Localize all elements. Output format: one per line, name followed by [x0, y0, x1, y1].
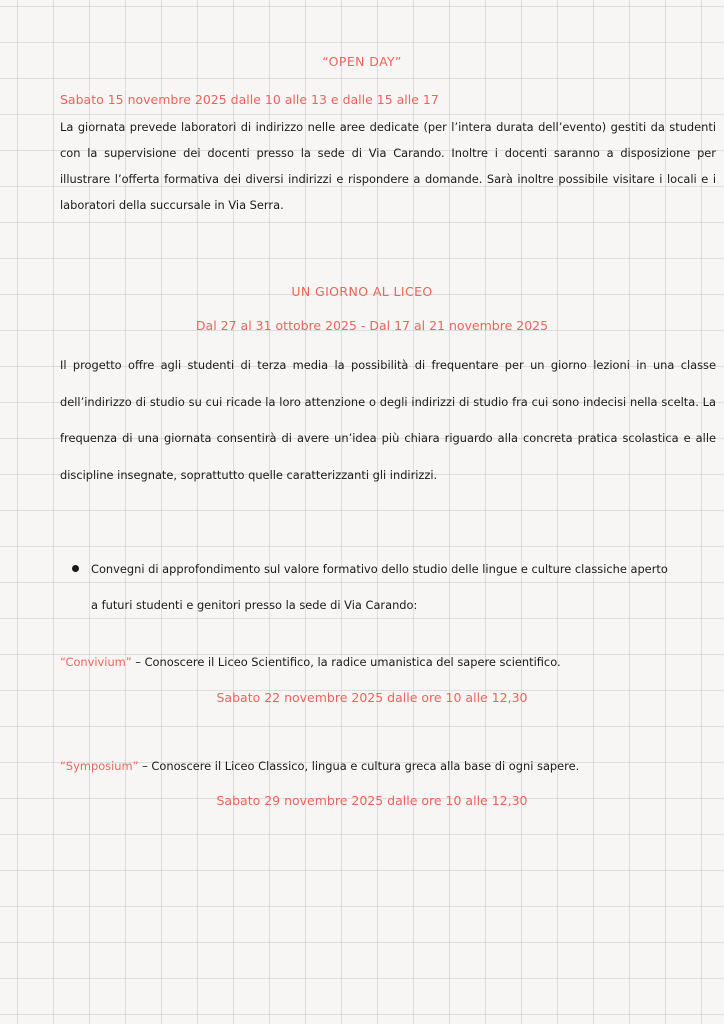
symposium-description: – Conoscere il Liceo Classico, lingua e cultura greca alla base di ogni sapere.	[138, 759, 580, 773]
convivium-name: “Convivium”	[60, 655, 132, 669]
giorno-liceo-paragraph: Il progetto offre agli studenti di terza media la possibilità di frequentare per un giorno lezioni in una classe dell’indirizzo di studio su cui ricade la loro attenzione o degli indirizzi di studio fra cui sono indecisi nella scelta. La frequenza di una giornata consentirà di avere un’idea più chiara riguardo alla concreta pratica scolastica e alle discipline insegnate, soprattutto quelle caratterizzanti gli indirizzi.	[60, 358, 716, 482]
open-day-title: “OPEN DAY”	[322, 54, 402, 69]
open-day-date: Sabato 15 novembre 2025 dalle 10 alle 13 e dalle 15 alle 17	[60, 92, 439, 107]
convegni-text: Convegni di approfondimento sul valore formativo dello studio delle lingue e culture classiche aperto a futuri studenti e genitori presso la sede di Via Carando:	[91, 562, 668, 612]
symposium-name: “Symposium”	[60, 759, 139, 773]
symposium-line	[60, 759, 720, 773]
convivium-line	[60, 655, 720, 669]
bullet-dot-icon	[72, 565, 79, 572]
open-day-paragraph: La giornata prevede laboratori di indirizzo nelle aree dedicate (per l’intera durata dell’evento) gestiti da studenti con la supervisione dei docenti presso la sede di Via Carando. Inoltre i docenti saranno a disposizione per illustrare l’offerta formativa dei diversi indirizzi e rispondere a domande. Sarà inoltre possibile visitare i locali e i laboratori della succursale in Via Serra.	[60, 120, 716, 212]
convegni-bullet-item	[72, 551, 672, 623]
symposium-date: Sabato 29 novembre 2025 dalle ore 10 alle 12,30	[216, 793, 528, 808]
convivium-description: – Conoscere il Liceo Scientifico, la radice umanistica del sapere scientifico.	[131, 655, 561, 669]
convivium-date: Sabato 22 novembre 2025 dalle ore 10 alle 12,30	[216, 690, 528, 705]
giorno-liceo-title: UN GIORNO AL LICEO	[291, 284, 433, 299]
giorno-liceo-dates: Dal 27 al 31 ottobre 2025 - Dal 17 al 21 novembre 2025	[195, 318, 549, 333]
